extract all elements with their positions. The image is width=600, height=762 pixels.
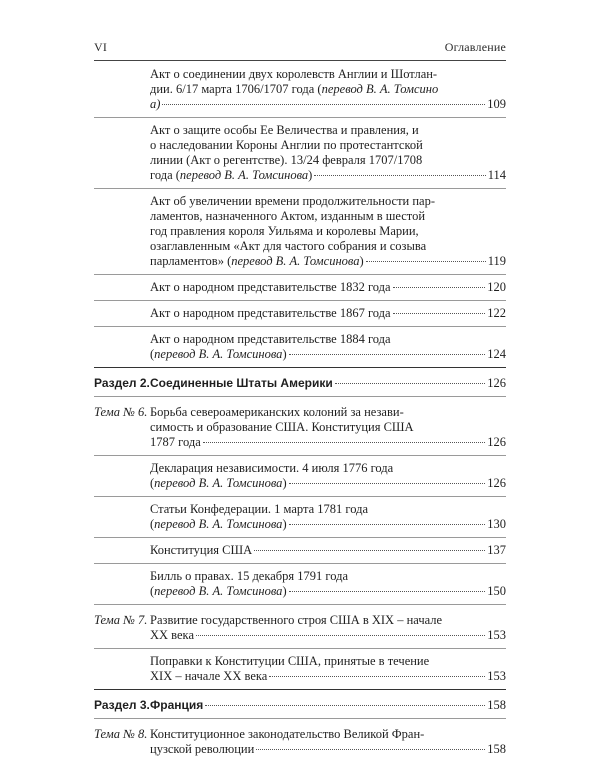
- toc-entry[interactable]: Акт о защите особы Ее Величества и правления, и о наследовании Короны Англии по протестантской линии (Акт о регентстве). 13/24 февраля 1707/1708 года ( перевод В. А. Томсинова ) 114: [94, 117, 506, 188]
- section-label: Раздел 2.: [94, 376, 150, 390]
- toc-topic[interactable]: Тема № 7. Развитие государственного строя США в XIX – начале XX века 153: [94, 604, 506, 648]
- page-ref: 109: [487, 97, 506, 111]
- dot-leader: [269, 676, 485, 677]
- page-ref: 124: [487, 347, 506, 361]
- topic-label: Тема № 8.: [94, 727, 148, 741]
- toc-entry[interactable]: Конституция США 137: [94, 537, 506, 563]
- section-label: Раздел 3.: [94, 698, 150, 712]
- translator-note: перевод В. А. Томсинова: [154, 347, 283, 361]
- page-ref: 130: [487, 517, 506, 531]
- page-ref: 158: [487, 698, 506, 712]
- dot-leader: [314, 175, 485, 176]
- translator-note: перевод В. А. Томсинова: [154, 517, 283, 531]
- topic-label: Тема № 7.: [94, 613, 148, 627]
- toc-entry[interactable]: Акт о соединении двух королевств Англии и Шотлан- дии. 6/17 марта 1706/1707 года ( перевод В. А. Томсино а) 109: [150, 67, 506, 111]
- translator-note: перевод В. А. Томсинова: [154, 584, 283, 598]
- section-title: Франция: [150, 698, 204, 712]
- page-ref: 126: [487, 435, 506, 449]
- dot-leader: [289, 524, 486, 525]
- translator-note: перевод В. А. Томсинова: [231, 254, 360, 268]
- dot-leader: [289, 354, 486, 355]
- toc-entry[interactable]: Декларация независимости. 4 июля 1776 года ( перевод В. А. Томсинова ) 126: [94, 455, 506, 496]
- dot-leader: [393, 313, 486, 314]
- toc-entry[interactable]: Акт о народном представительстве 1832 года 120: [94, 274, 506, 300]
- page-ref: 153: [487, 669, 506, 683]
- toc-entry[interactable]: Акт об увеличении времени продолжительности пар- ламентов, назначенного Актом, изданным в шестой год правления короля Уильяма и королевы Марии, озаглавленным «Акт для частого собрания и созыва парламентов» ( перевод В. А. Томсинова ) 119: [94, 188, 506, 274]
- translator-note: перевод В. А. Томсинова: [179, 168, 309, 182]
- dot-leader: [366, 261, 486, 262]
- page-ref: 126: [487, 476, 506, 490]
- page-ref: 153: [487, 628, 506, 642]
- toc-section[interactable]: [94, 689, 506, 718]
- translator-note: перевод В. А. Томсино: [321, 82, 439, 96]
- page-ref: 137: [487, 543, 506, 557]
- section-title: Соединенные Штаты Америки: [150, 376, 333, 390]
- table-of-contents: [94, 62, 506, 762]
- running-header: [94, 40, 506, 55]
- topic-label: Тема № 6.: [94, 405, 148, 419]
- dot-leader: [254, 550, 485, 551]
- page-ref: 126: [487, 376, 506, 390]
- toc-entry[interactable]: Билль о правах. 15 декабря 1791 года ( перевод В. А. Томсинова ) 150: [94, 563, 506, 604]
- dot-leader: [205, 705, 485, 706]
- dot-leader: [289, 591, 486, 592]
- translator-note: перевод В. А. Томсинова: [154, 476, 283, 490]
- page-ref: 150: [487, 584, 506, 598]
- running-title: Оглавление: [444, 40, 506, 54]
- header-rule: [94, 60, 506, 61]
- dot-leader: [162, 104, 485, 105]
- toc-topic[interactable]: Тема № 6. Борьба североамериканских колоний за незави- симость и образование США. Конституция США 1787 года 126: [94, 396, 506, 455]
- page-number-roman: VI: [94, 40, 108, 54]
- toc-entry[interactable]: Поправки к Конституции США, принятые в течение XIX – начале XX века 153: [94, 648, 506, 689]
- dot-leader: [335, 383, 486, 384]
- toc-entry[interactable]: Акт о народном представительстве 1884 года ( перевод В. А. Томсинова ) 124: [94, 326, 506, 367]
- dot-leader: [196, 635, 485, 636]
- dot-leader: [393, 287, 486, 288]
- page-ref: 122: [487, 306, 506, 320]
- page-ref: 120: [487, 280, 506, 294]
- dot-leader: [203, 442, 486, 443]
- toc-entry[interactable]: Статьи Конфедерации. 1 марта 1781 года ( перевод В. А. Томсинова ) 130: [94, 496, 506, 537]
- dot-leader: [289, 483, 486, 484]
- page-ref: 119: [487, 254, 506, 268]
- page-ref: 158: [487, 742, 506, 756]
- toc-entry[interactable]: Акт о народном представительстве 1867 года 122: [94, 300, 506, 326]
- page-ref: 114: [487, 168, 506, 182]
- toc-section[interactable]: [94, 367, 506, 396]
- toc-topic[interactable]: Тема № 8. Конституционное законодательство Великой Фран- цузской революции 158: [94, 718, 506, 762]
